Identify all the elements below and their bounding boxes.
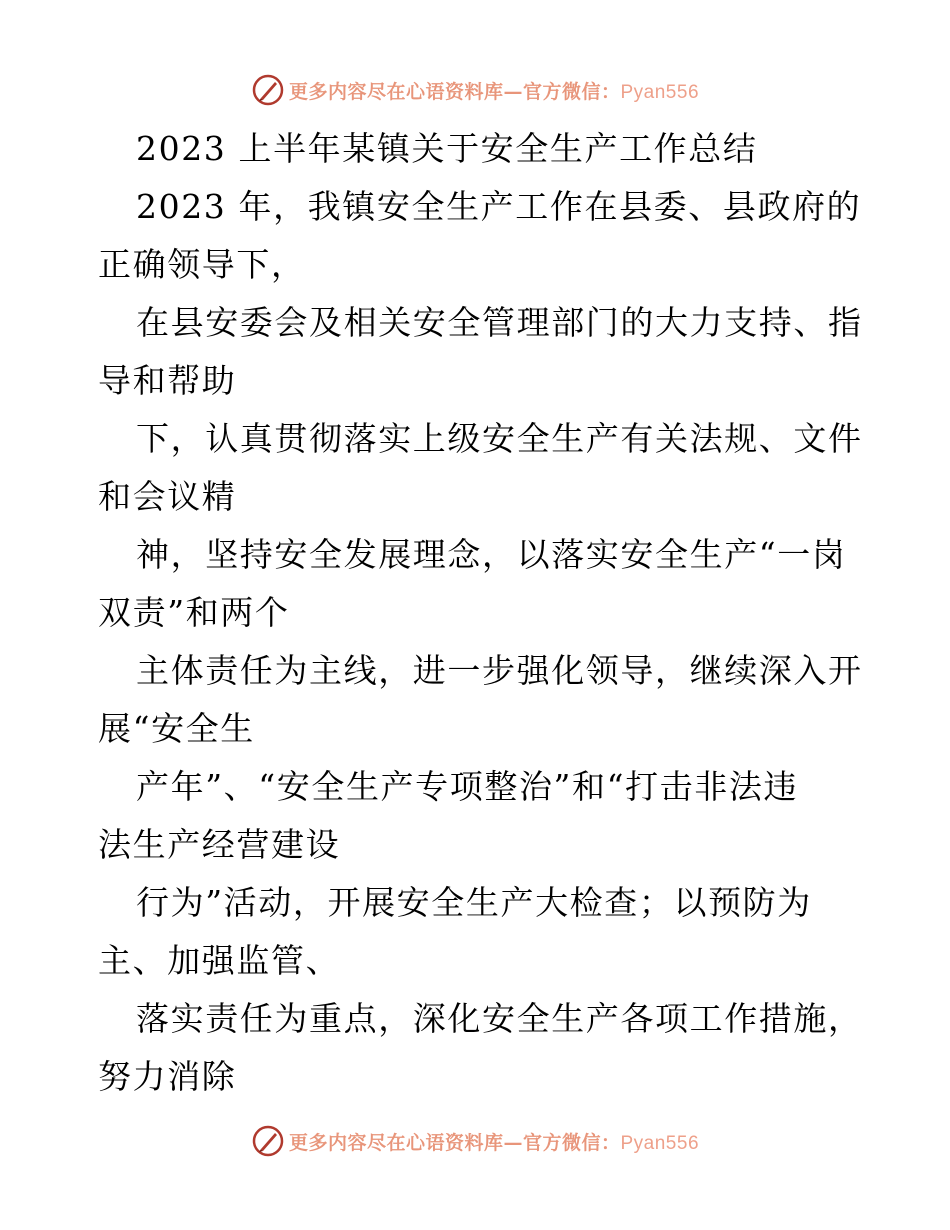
paragraph-line: 展“安全生 [98,709,255,748]
paragraph-line: 2023 年，我镇安全生产工作在县委、县政府的 [136,187,862,226]
paragraph-line: 法生产经营建设 [98,825,341,864]
paragraph-line: 神，坚持安全发展理念，以落实安全生产“一岗 [136,535,847,574]
watermark-text: 更多内容尽在心语资料库—官方微信：Pyan556 [288,80,700,103]
paragraph-line: 正确领导下， [98,245,306,284]
paragraph-line: 在县安委会及相关安全管理部门的大力支持、指 [136,303,863,342]
paragraph-line: 和会议精 [98,477,237,516]
quill-pen-logo-icon [251,1124,285,1158]
paragraph-line: 行为”活动，开展安全生产大检查；以预防为 [136,883,812,922]
paragraph-line: 主、加强监管、 [98,941,341,980]
watermark-text: 更多内容尽在心语资料库—官方微信：Pyan556 [288,1131,700,1154]
document-title: 2023 上半年某镇关于安全生产工作总结 [136,129,758,168]
document-body [98,120,863,1106]
paragraph-line: 努力消除 [98,1057,237,1096]
paragraph-line: 下，认真贯彻落实上级安全生产有关法规、文件 [136,419,863,458]
paragraph-line: 导和帮助 [98,361,237,400]
footer-watermark [0,1123,950,1159]
paragraph-line: 落实责任为重点，深化安全生产各项工作措施， [136,999,863,1038]
paragraph-line: 双责”和两个 [98,593,290,632]
quill-pen-logo-icon [251,73,285,107]
paragraph-line: 产年”、“安全生产专项整治”和“打击非法违 [136,767,799,806]
paragraph-line: 主体责任为主线，进一步强化领导，继续深入开 [136,651,863,690]
header-watermark [0,72,950,108]
